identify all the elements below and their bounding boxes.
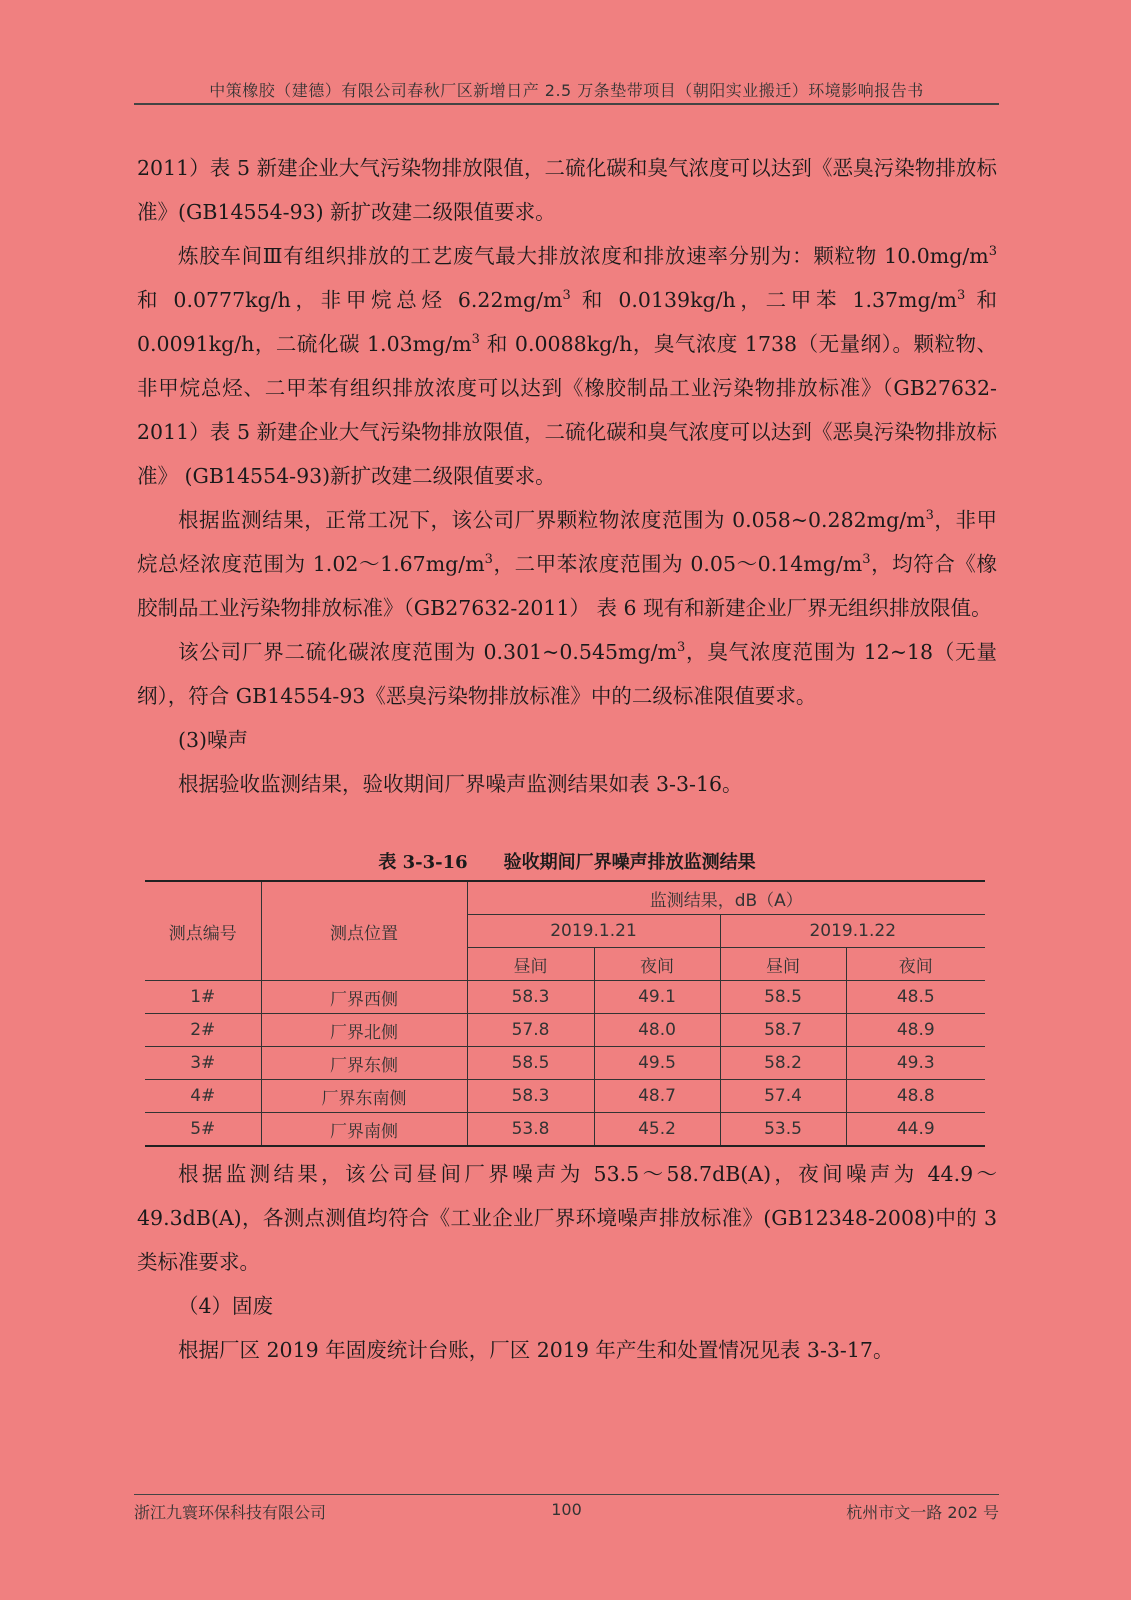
- cell-value: 57.8: [467, 1014, 594, 1047]
- superscript: 3: [925, 508, 934, 524]
- cell-value: 48.0: [594, 1014, 720, 1047]
- cell-point-no: 3#: [145, 1047, 261, 1080]
- text-span: ，均符合《橡胶制品工业污染物排放标准》（GB27632-2011） 表 6 现有和新建企业厂界无组织排放限值。: [137, 552, 997, 620]
- cell-value: 48.7: [594, 1080, 720, 1113]
- text-span: 和 0.0088kg/h，臭气浓度 1738（无量纲）。颗粒物、非甲烷总烃、二甲苯有组织排放浓度可以达到《橡胶制品工业污染物排放标准》（GB27632-2011）表 5 新建企业大气污染物排放限值，二硫化碳和臭气浓度可以达到《恶臭污染物排放标准》 (GB14554-93)新扩改建二级限值要求。: [137, 332, 997, 488]
- noise-table: [145, 880, 985, 1147]
- superscript: 3: [956, 288, 966, 304]
- header-rule: [134, 103, 999, 105]
- paragraph-2: [137, 234, 997, 498]
- paragraph-5: 根据验收监测结果，验收期间厂界噪声监测结果如表 3-3-16。: [178, 772, 743, 796]
- cell-location: 厂界西侧: [261, 981, 467, 1014]
- body-text: [137, 146, 997, 806]
- cell-point-no: 2#: [145, 1014, 261, 1047]
- superscript: 3: [484, 552, 493, 568]
- section-heading-solid-waste: （4）固废: [178, 1294, 274, 1318]
- footer-rule: [134, 1494, 999, 1495]
- paragraph-4: [137, 630, 997, 718]
- cell-value: 58.3: [467, 1080, 594, 1113]
- text-span: 和 0.0139kg/h，二甲苯 1.37mg/m: [570, 288, 957, 312]
- page-footer: [134, 1500, 999, 1522]
- cell-value: 48.5: [846, 981, 985, 1014]
- cell-point-no: 4#: [145, 1080, 261, 1113]
- header-date-2: 2019.1.22: [720, 915, 985, 948]
- header-day: 昼间: [720, 948, 846, 981]
- cell-value: 53.5: [720, 1113, 846, 1147]
- header-night: 夜间: [594, 948, 720, 981]
- cell-value: 58.7: [720, 1014, 846, 1047]
- header-night: 夜间: [846, 948, 985, 981]
- header-point-no: 测点编号: [145, 881, 261, 981]
- paragraph-1: 2011）表 5 新建企业大气污染物排放限值，二硫化碳和臭气浓度可以达到《恶臭污染物排放标准》(GB14554-93) 新扩改建二级限值要求。: [137, 156, 997, 224]
- table-row: [145, 1080, 985, 1113]
- text-span: 和 0.0091kg/h，二硫化碳 1.03mg/m: [137, 288, 997, 356]
- superscript: 3: [862, 552, 871, 568]
- superscript: 3: [988, 244, 997, 260]
- paragraph-3: [137, 498, 997, 630]
- text-span: ，非甲烷总烃浓度范围为 1.02～1.67mg/m: [137, 508, 997, 576]
- superscript: 3: [471, 332, 480, 348]
- page-header: 中策橡胶（建德）有限公司春秋厂区新增日产 2.5 万条垫带项目（朝阳实业搬迁）环境影响报告书: [209, 81, 924, 100]
- text-span: ，臭气浓度范围为 12~18（无量纲），符合 GB14554-93《恶臭污染物排放标准》中的二级标准限值要求。: [137, 640, 997, 708]
- cell-location: 厂界南侧: [261, 1113, 467, 1147]
- paragraph-6: 根据监测结果，该公司昼间厂界噪声为 53.5～58.7dB(A)，夜间噪声为 44.9～49.3dB(A)，各测点测值均符合《工业企业厂界环境噪声排放标准》(GB12348-2008)中的 3 类标准要求。: [137, 1162, 997, 1274]
- text-span: 根据监测结果，正常工况下，该公司厂界颗粒物浓度范围为 0.058~0.282mg/m: [178, 508, 926, 532]
- section-heading-noise: (3)噪声: [178, 728, 249, 752]
- text-span: 炼胶车间Ⅲ有组织排放的工艺废气最大排放浓度和排放速率分别为：颗粒物 10.0mg/m: [178, 244, 989, 268]
- superscript: 3: [676, 640, 686, 656]
- header-date-1: 2019.1.21: [467, 915, 720, 948]
- cell-value: 49.3: [846, 1047, 985, 1080]
- header-monitoring-result: 监测结果，dB（A）: [467, 881, 985, 915]
- cell-value: 58.5: [720, 981, 846, 1014]
- cell-value: 58.5: [467, 1047, 594, 1080]
- text-span: 和 0.0777kg/h，非甲烷总烃 6.22mg/m: [137, 288, 563, 312]
- table-caption: 表 3-3-16 验收期间厂界噪声排放监测结果: [378, 852, 756, 873]
- footer-address: 杭州市文一路 202 号: [846, 1503, 999, 1522]
- table-row: [145, 1014, 985, 1047]
- cell-point-no: 5#: [145, 1113, 261, 1147]
- header-point-location: 测点位置: [261, 881, 467, 981]
- cell-location: 厂界东南侧: [261, 1080, 467, 1113]
- cell-location: 厂界东侧: [261, 1047, 467, 1080]
- header-day: 昼间: [467, 948, 594, 981]
- cell-value: 58.2: [720, 1047, 846, 1080]
- body-text-2: [137, 1152, 997, 1372]
- cell-point-no: 1#: [145, 981, 261, 1014]
- table-row: [145, 981, 985, 1014]
- cell-value: 44.9: [846, 1113, 985, 1147]
- page-number: 100: [551, 1500, 582, 1519]
- footer-company: 浙江九寰环保科技有限公司: [134, 1503, 327, 1522]
- cell-value: 58.3: [467, 981, 594, 1014]
- cell-value: 45.2: [594, 1113, 720, 1147]
- cell-value: 48.9: [846, 1014, 985, 1047]
- cell-value: 48.8: [846, 1080, 985, 1113]
- table-row: [145, 1047, 985, 1080]
- cell-location: 厂界北侧: [261, 1014, 467, 1047]
- cell-value: 53.8: [467, 1113, 594, 1147]
- text-span: ，二甲苯浓度范围为 0.05～0.14mg/m: [492, 552, 863, 576]
- cell-value: 57.4: [720, 1080, 846, 1113]
- table-row: [145, 1113, 985, 1147]
- superscript: 3: [562, 288, 571, 304]
- paragraph-7: 根据厂区 2019 年固废统计台账，厂区 2019 年产生和处置情况见表 3-3-17。: [178, 1338, 894, 1362]
- cell-value: 49.1: [594, 981, 720, 1014]
- cell-value: 49.5: [594, 1047, 720, 1080]
- text-span: 该公司厂界二硫化碳浓度范围为 0.301~0.545mg/m: [178, 640, 677, 664]
